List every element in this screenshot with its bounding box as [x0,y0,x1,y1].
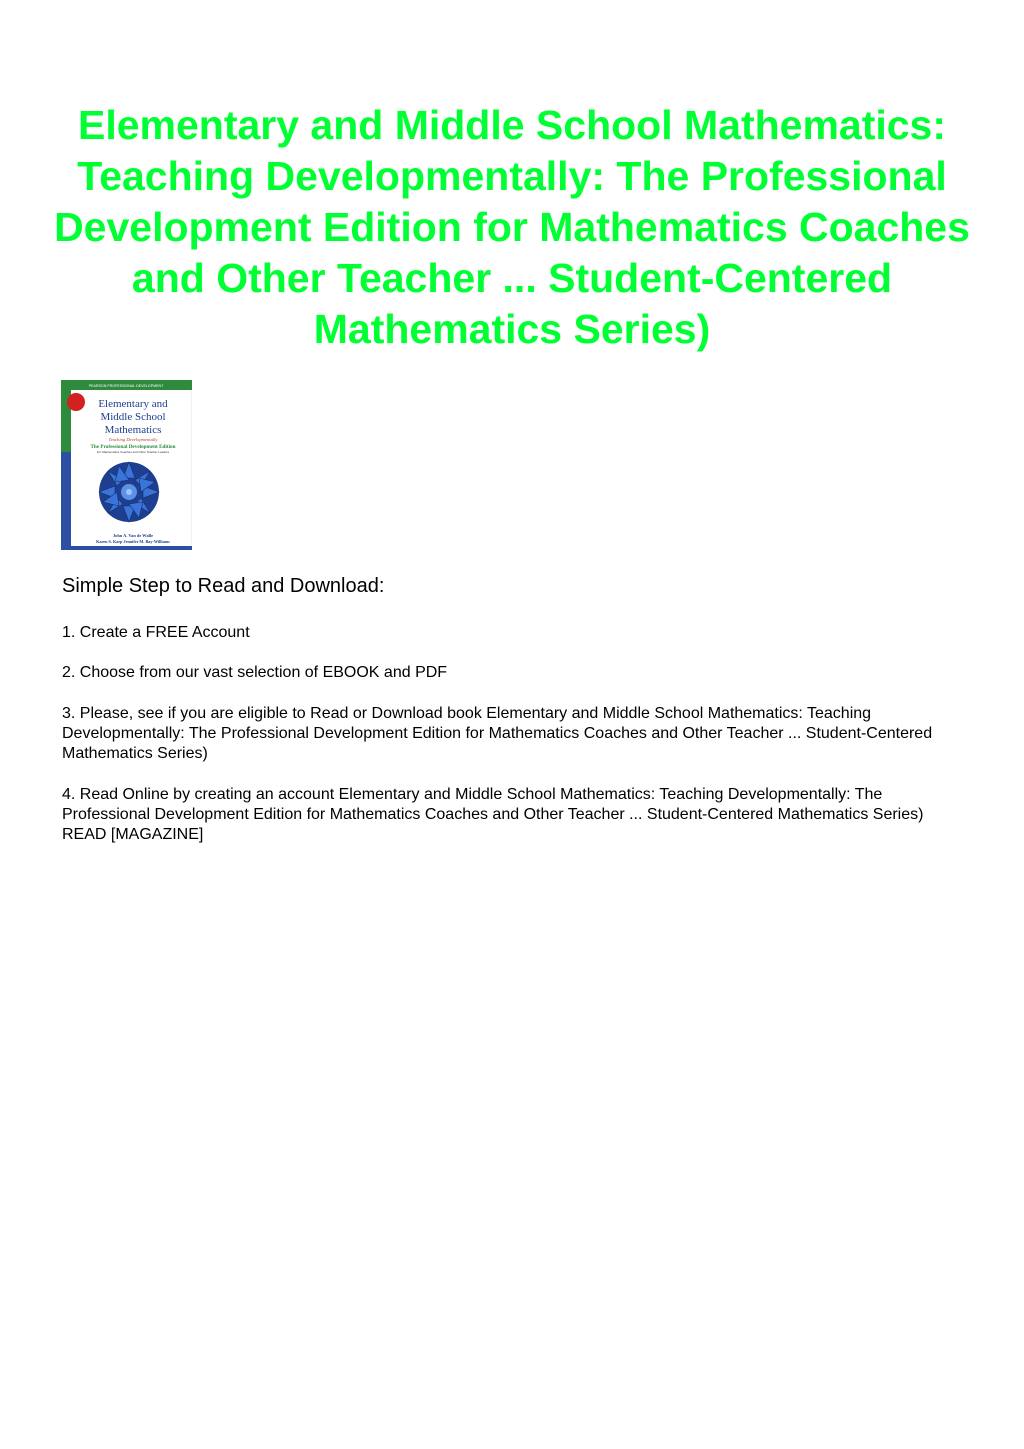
cover-flower-illustration [99,462,159,522]
svg-text:John A. Van de Walle: John A. Van de Walle [112,533,154,538]
step-item: 3. Please, see if you are eligible to Read or Download book Elementary and Middle School Mathematics: Teaching Developmentally: The Professional Development Edition for Mathematics Coaches and Other Teacher ... Student-Centered Mathematics Series) [62,705,933,762]
book-cover-image [61,380,192,550]
svg-text:Teaching Developmentally: Teaching Developmentally [108,437,158,442]
svg-text:Elementary and: Elementary and [98,398,168,410]
step-item: 2. Choose from our vast selection of EBOOK and PDF [62,664,448,681]
svg-text:PEARSON PROFESSIONAL DEVELOPME: PEARSON PROFESSIONAL DEVELOPMENT [88,384,164,388]
steps-heading: Simple Step to Read and Download: [62,575,385,597]
svg-text:Mathematics: Mathematics [104,424,162,436]
step-item: 4. Read Online by creating an account Elementary and Middle School Mathematics: Teaching Developmentally: The Professional Development Edition for Mathematics Coaches and Other Teacher ... Student-Centered Mathematics Series) READ [MAGAZINE] [62,786,924,843]
svg-text:The Professional Development E: The Professional Development Edition [90,444,176,450]
document-title: Elementary and Middle School Mathematics: Teaching Developmentally: The Professional Development Edition for Mathematics Coaches and Other Teacher ... Student-Centered Mathematics Series) [54,102,970,352]
step-item: 1. Create a FREE Account [62,624,250,641]
svg-text:Karen S. Karp Jennifer M. Ba: Karen S. Karp Jennifer M. Bay-Williams [96,539,170,544]
svg-text:For Mathematics Coaches and Ot: For Mathematics Coaches and Other Teacher Leaders [96,450,170,454]
cover-side-band [61,452,71,550]
cover-sticker [67,393,85,411]
svg-text:Middle School: Middle School [100,411,166,423]
